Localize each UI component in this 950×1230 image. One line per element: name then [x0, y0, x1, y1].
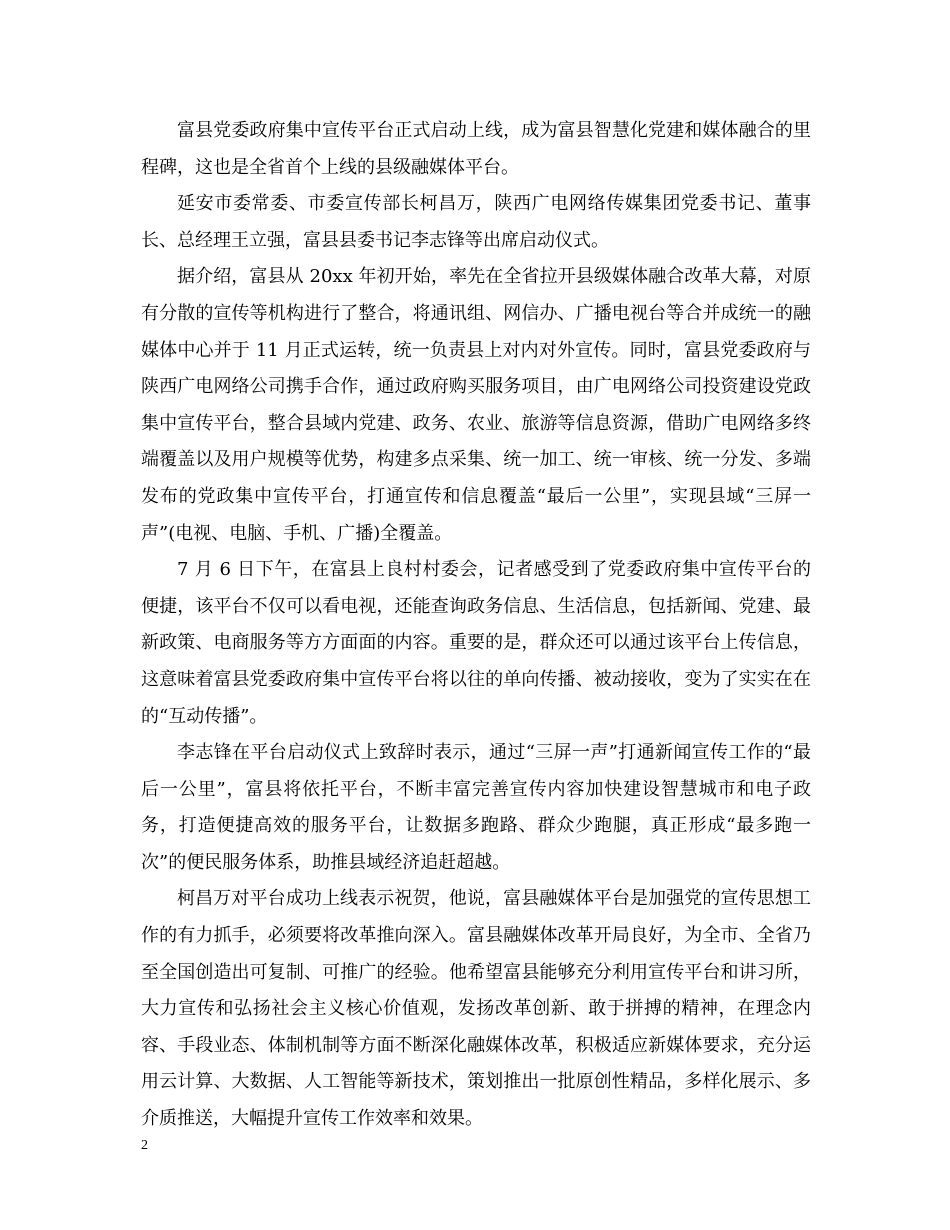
paragraph-background: 据介绍，富县从 20xx 年初开始，率先在全省拉开县级媒体融合改革大幕，对原有分散的宣传等机构进行了整合，将通讯组、网信办、广播电视台等合并成统一的融媒体中心并于 11 月正式运转，统一负责县上对内对外宣传。同时，富县党委政府与陕西广电网络公司携手合作，通过政府购买服务项目，由广电网络公司投资建设党政集中宣传平台，整合县域内党建、政务、农业、旅游等信息资源，借助广电网络多终端覆盖以及用户规模等优势，构建多点采集、统一加工、统一审核、统一分发、多端发布的党政集中宣传平台，打通宣传和信息覆盖“最后一公里”，实现县域“三屏一声”(电视、电脑、手机、广播)全覆盖。: [141, 266, 811, 544]
document-body: [141, 113, 811, 1138]
paragraph-village-visit: 7 月 6 日下午，在富县上良村村委会，记者感受到了党委政府集中宣传平台的便捷，该平台不仅可以看电视，还能查询政务信息、生活信息，包括新闻、党建、最新政策、电商服务等方方面面的内容。重要的是，群众还可以通过该平台上传信息，这意味着富县党委政府集中宣传平台将以往的单向传播、被动接收，变为了实实在在的“互动传播”。: [141, 559, 811, 727]
paragraph-attendees: 延安市委常委、市委宣传部长柯昌万，陕西广电网络传媒集团党委书记、董事长、总经理王立强，富县县委书记李志锋等出席启动仪式。: [141, 193, 811, 251]
paragraph-launch: 富县党委政府集中宣传平台正式启动上线，成为富县智慧化党建和媒体融合的里程碑，这也是全省首个上线的县级融媒体平台。: [141, 120, 811, 178]
page-number: 2: [141, 1138, 148, 1153]
paragraph-li-speech: 李志锋在平台启动仪式上致辞时表示，通过“三屏一声”打通新闻宣传工作的“最后一公里”，富县将依托平台，不断丰富完善宣传内容加快建设智慧城市和电子政务，打造便捷高效的服务平台，让数据多跑路、群众少跑腿，真正形成“最多跑一次”的便民服务体系，助推县域经济追赶超越。: [141, 742, 811, 873]
paragraph-ke-congratulations: 柯昌万对平台成功上线表示祝贺，他说，富县融媒体平台是加强党的宣传思想工作的有力抓手，必须要将改革推向深入。富县融媒体改革开局良好，为全市、全省乃至全国创造出可复制、可推广的经验。他希望富县能够充分利用宣传平台和讲习所，大力宣传和弘扬社会主义核心价值观，发扬改革创新、敢于拼搏的精神，在理念内容、手段业态、体制机制等方面不断深化融媒体改革，积极适应新媒体要求，充分运用云计算、大数据、人工智能等新技术，策划推出一批原创性精品，多样化展示、多介质推送，大幅提升宣传工作效率和效果。: [141, 888, 811, 1130]
